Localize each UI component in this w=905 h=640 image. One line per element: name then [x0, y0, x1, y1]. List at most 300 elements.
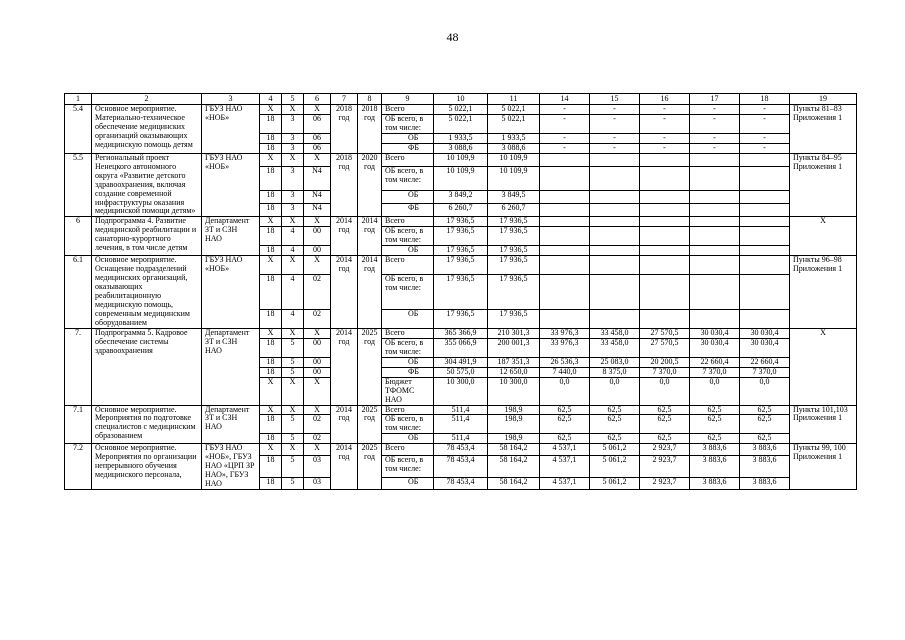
item-number-cell: 5.5: [65, 153, 92, 217]
table-row: [65, 444, 857, 456]
amount-cell: -: [540, 133, 590, 143]
amount-cell: 3 883,6: [740, 456, 790, 478]
item-number-cell: 7.: [65, 328, 92, 405]
amount-cell: 198,9: [488, 415, 540, 434]
program-table: [64, 93, 857, 490]
column-number-cell: 5: [282, 94, 304, 105]
item-number-cell: 6: [65, 217, 92, 256]
amount-cell: -: [690, 114, 740, 133]
amount-cell: [690, 153, 740, 166]
code-cell: Х: [260, 405, 282, 415]
code-cell: Х: [304, 217, 331, 227]
code-cell: 18: [260, 191, 282, 204]
amount-cell: [640, 191, 690, 204]
amount-cell: -: [640, 143, 690, 153]
start-year-cell: 2014 год: [331, 328, 358, 405]
amount-cell: [540, 204, 590, 217]
amount-cell: 26 536,3: [540, 357, 590, 367]
code-cell: 3: [282, 204, 304, 217]
amount-cell: 20 200,5: [640, 357, 690, 367]
amount-cell: -: [590, 114, 640, 133]
amount-cell: -: [640, 114, 690, 133]
code-cell: Х: [304, 153, 331, 166]
code-cell: 18: [260, 310, 282, 329]
table-row: [65, 217, 857, 227]
code-cell: 3: [282, 191, 304, 204]
code-cell: 06: [304, 143, 331, 153]
amount-cell: 17 936,5: [488, 227, 540, 246]
funding-source-cell: ОБ: [382, 191, 434, 204]
code-cell: Х: [282, 377, 304, 405]
column-number-cell: 15: [590, 94, 640, 105]
amount-cell: [540, 166, 590, 191]
item-number-cell: 7.2: [65, 444, 92, 490]
amount-cell: [640, 153, 690, 166]
executor-cell: Департамент ЗТ и СЗН НАО: [202, 328, 260, 405]
amount-cell: 17 936,5: [434, 274, 488, 309]
amount-cell: [590, 153, 640, 166]
amount-cell: 6 260,7: [434, 204, 488, 217]
code-cell: 18: [260, 367, 282, 377]
amount-cell: [590, 310, 640, 329]
amount-cell: 3 883,6: [690, 478, 740, 490]
funding-source-cell: ОБ всего, в том числе:: [382, 274, 434, 309]
end-year-cell: 2025 год: [358, 405, 382, 444]
amount-cell: 62,5: [690, 405, 740, 415]
amount-cell: [640, 310, 690, 329]
amount-cell: 30 030,4: [690, 338, 740, 357]
funding-source-cell: ОБ всего, в том числе:: [382, 166, 434, 191]
code-cell: 18: [260, 204, 282, 217]
amount-cell: 4 537,1: [540, 444, 590, 456]
code-cell: 18: [260, 274, 282, 309]
amount-cell: [740, 227, 790, 246]
code-cell: 06: [304, 114, 331, 133]
amount-cell: -: [590, 133, 640, 143]
amount-cell: 187 351,3: [488, 357, 540, 367]
amount-cell: 5 061,2: [590, 456, 640, 478]
amount-cell: -: [590, 143, 640, 153]
amount-cell: 3 883,6: [690, 444, 740, 456]
code-cell: 02: [304, 434, 331, 444]
amount-cell: 33 458,0: [590, 328, 640, 338]
amount-cell: 2 923,7: [640, 444, 690, 456]
amount-cell: 10 300,0: [434, 377, 488, 405]
amount-cell: 1 933,5: [434, 133, 488, 143]
amount-cell: -: [690, 133, 740, 143]
amount-cell: -: [740, 105, 790, 115]
amount-cell: 7 440,0: [540, 367, 590, 377]
column-number-cell: 17: [690, 94, 740, 105]
code-cell: 03: [304, 456, 331, 478]
start-year-cell: 2018 год: [331, 153, 358, 217]
amount-cell: 3 883,6: [690, 456, 740, 478]
note-cell: Пункты 84–95 Приложения 1: [790, 153, 857, 217]
amount-cell: 3 883,6: [740, 478, 790, 490]
amount-cell: 78 453,4: [434, 456, 488, 478]
amount-cell: 365 366,9: [434, 328, 488, 338]
code-cell: 4: [282, 246, 304, 256]
amount-cell: 10 109,9: [434, 166, 488, 191]
amount-cell: -: [540, 114, 590, 133]
amount-cell: 5 022,1: [488, 105, 540, 115]
note-cell: Пункты 101,103 Приложения 1: [790, 405, 857, 444]
code-cell: Х: [260, 377, 282, 405]
table-row: [65, 328, 857, 338]
table-row: [65, 256, 857, 275]
start-year-cell: 2014 год: [331, 256, 358, 329]
amount-cell: 33 458,0: [590, 338, 640, 357]
amount-cell: -: [740, 143, 790, 153]
amount-cell: -: [740, 114, 790, 133]
code-cell: 3: [282, 166, 304, 191]
code-cell: Х: [304, 105, 331, 115]
funding-source-cell: Всего: [382, 328, 434, 338]
amount-cell: 17 936,5: [488, 246, 540, 256]
code-cell: 02: [304, 274, 331, 309]
amount-cell: -: [540, 105, 590, 115]
amount-cell: 3 088,6: [434, 143, 488, 153]
code-cell: 18: [260, 166, 282, 191]
amount-cell: [590, 217, 640, 227]
code-cell: Х: [260, 328, 282, 338]
amount-cell: 17 936,5: [434, 310, 488, 329]
column-number-cell: 7: [331, 94, 358, 105]
amount-cell: 30 030,4: [690, 328, 740, 338]
funding-source-cell: Всего: [382, 405, 434, 415]
amount-cell: 17 936,5: [488, 256, 540, 275]
code-cell: Х: [282, 153, 304, 166]
code-cell: 18: [260, 246, 282, 256]
item-number-cell: 5.4: [65, 105, 92, 154]
amount-cell: 5 022,1: [434, 105, 488, 115]
code-cell: 5: [282, 456, 304, 478]
item-name-cell: Региональный проект Ненецкого автономного округа «Развитие детского здравоохранения, включая создание современной инфраструктуры оказания медицинской помощи детям»: [92, 153, 202, 217]
end-year-cell: 2025 год: [358, 444, 382, 490]
amount-cell: [540, 274, 590, 309]
amount-cell: 78 453,4: [434, 478, 488, 490]
funding-source-cell: ФБ: [382, 143, 434, 153]
code-cell: 4: [282, 310, 304, 329]
amount-cell: 304 491,9: [434, 357, 488, 367]
amount-cell: 5 022,1: [434, 114, 488, 133]
column-number-cell: 10: [434, 94, 488, 105]
code-cell: 00: [304, 227, 331, 246]
amount-cell: 3 088,6: [488, 143, 540, 153]
amount-cell: 62,5: [540, 415, 590, 434]
amount-cell: 62,5: [590, 415, 640, 434]
amount-cell: [640, 256, 690, 275]
amount-cell: [690, 166, 740, 191]
amount-cell: 0,0: [540, 377, 590, 405]
amount-cell: 17 936,5: [434, 256, 488, 275]
amount-cell: 10 109,9: [488, 166, 540, 191]
code-cell: 03: [304, 478, 331, 490]
code-cell: N4: [304, 204, 331, 217]
amount-cell: [740, 246, 790, 256]
amount-cell: 2 923,7: [640, 456, 690, 478]
amount-cell: 62,5: [640, 405, 690, 415]
column-number-cell: 9: [382, 94, 434, 105]
item-name-cell: Основное мероприятие. Мероприятия по организации непрерывного обучения медицинского персонала,: [92, 444, 202, 490]
amount-cell: [740, 310, 790, 329]
amount-cell: 50 575,0: [434, 367, 488, 377]
amount-cell: [540, 256, 590, 275]
code-cell: 00: [304, 357, 331, 367]
column-number-cell: 1: [65, 94, 92, 105]
amount-cell: [540, 153, 590, 166]
amount-cell: 62,5: [740, 434, 790, 444]
amount-cell: [640, 166, 690, 191]
amount-cell: 33 976,3: [540, 338, 590, 357]
amount-cell: [540, 217, 590, 227]
start-year-cell: 2014 год: [331, 217, 358, 256]
start-year-cell: 2018 год: [331, 105, 358, 154]
amount-cell: [540, 191, 590, 204]
table-row: [65, 153, 857, 166]
amount-cell: 3 883,6: [740, 444, 790, 456]
column-number-cell: 14: [540, 94, 590, 105]
column-number-cell: 11: [488, 94, 540, 105]
code-cell: 18: [260, 415, 282, 434]
code-cell: 5: [282, 415, 304, 434]
executor-cell: Департамент ЗТ и СЗН НАО: [202, 405, 260, 444]
code-cell: Х: [304, 444, 331, 456]
amount-cell: 17 936,5: [488, 217, 540, 227]
amount-cell: 62,5: [690, 434, 740, 444]
amount-cell: -: [740, 133, 790, 143]
amount-cell: 10 109,9: [434, 153, 488, 166]
amount-cell: 1 933,5: [488, 133, 540, 143]
amount-cell: 58 164,2: [488, 444, 540, 456]
amount-cell: 7 370,0: [690, 367, 740, 377]
amount-cell: [690, 204, 740, 217]
code-cell: 18: [260, 227, 282, 246]
code-cell: Х: [260, 153, 282, 166]
column-number-cell: 4: [260, 94, 282, 105]
code-cell: 00: [304, 338, 331, 357]
amount-cell: [590, 256, 640, 275]
amount-cell: 5 061,2: [590, 444, 640, 456]
amount-cell: [640, 274, 690, 309]
amount-cell: [540, 310, 590, 329]
amount-cell: 62,5: [640, 434, 690, 444]
funding-source-cell: ОБ: [382, 310, 434, 329]
amount-cell: [590, 191, 640, 204]
amount-cell: 6 260,7: [488, 204, 540, 217]
end-year-cell: 2014 год: [358, 256, 382, 329]
funding-source-cell: Всего: [382, 444, 434, 456]
amount-cell: [740, 217, 790, 227]
funding-source-cell: ОБ: [382, 357, 434, 367]
amount-cell: 58 164,2: [488, 478, 540, 490]
code-cell: 18: [260, 456, 282, 478]
code-cell: Х: [304, 377, 331, 405]
amount-cell: 511,4: [434, 405, 488, 415]
amount-cell: [640, 217, 690, 227]
item-number-cell: 7.1: [65, 405, 92, 444]
executor-cell: Департамент ЗТ и СЗН НАО: [202, 217, 260, 256]
amount-cell: 33 976,3: [540, 328, 590, 338]
executor-cell: ГБУЗ НАО «НОБ»: [202, 105, 260, 154]
code-cell: 3: [282, 143, 304, 153]
code-cell: Х: [282, 256, 304, 275]
item-name-cell: Основное мероприятие. Оснащение подразделений медицинских организаций, оказывающих реабилитационную медицинскую помощь, современным медицинским оборудованием: [92, 256, 202, 329]
amount-cell: 78 453,4: [434, 444, 488, 456]
amount-cell: 5 022,1: [488, 114, 540, 133]
item-name-cell: Подпрограмма 4. Развитие медицинской реабилитации и санаторно-курортного лечения, в том числе детям: [92, 217, 202, 256]
amount-cell: 62,5: [590, 434, 640, 444]
column-number-cell: 18: [740, 94, 790, 105]
amount-cell: 62,5: [640, 415, 690, 434]
end-year-cell: 2014 год: [358, 217, 382, 256]
code-cell: Х: [304, 405, 331, 415]
funding-source-cell: ОБ всего, в том числе:: [382, 456, 434, 478]
amount-cell: 30 030,4: [740, 338, 790, 357]
column-number-row: [65, 94, 857, 105]
executor-cell: ГБУЗ НАО «НОБ»: [202, 153, 260, 217]
amount-cell: [590, 246, 640, 256]
amount-cell: 7 370,0: [740, 367, 790, 377]
amount-cell: 27 570,5: [640, 338, 690, 357]
note-cell: Х: [790, 217, 857, 256]
code-cell: 5: [282, 338, 304, 357]
code-cell: Х: [282, 217, 304, 227]
amount-cell: 62,5: [590, 405, 640, 415]
code-cell: Х: [260, 444, 282, 456]
code-cell: 18: [260, 357, 282, 367]
code-cell: 18: [260, 338, 282, 357]
amount-cell: [690, 274, 740, 309]
amount-cell: -: [690, 143, 740, 153]
amount-cell: 25 083,0: [590, 357, 640, 367]
amount-cell: -: [640, 105, 690, 115]
executor-cell: ГБУЗ НАО «НОБ»: [202, 256, 260, 329]
amount-cell: 17 936,5: [434, 217, 488, 227]
table-row: [65, 105, 857, 115]
amount-cell: 0,0: [590, 377, 640, 405]
code-cell: 06: [304, 133, 331, 143]
column-number-cell: 19: [790, 94, 857, 105]
code-cell: 4: [282, 227, 304, 246]
code-cell: 02: [304, 310, 331, 329]
amount-cell: [740, 153, 790, 166]
amount-cell: [740, 204, 790, 217]
amount-cell: 62,5: [540, 405, 590, 415]
amount-cell: [590, 274, 640, 309]
code-cell: Х: [282, 105, 304, 115]
funding-source-cell: ОБ всего, в том числе:: [382, 415, 434, 434]
amount-cell: 62,5: [740, 405, 790, 415]
funding-source-cell: ОБ всего, в том числе:: [382, 338, 434, 357]
code-cell: Х: [260, 256, 282, 275]
amount-cell: 17 936,5: [488, 274, 540, 309]
amount-cell: [540, 246, 590, 256]
amount-cell: 17 936,5: [434, 227, 488, 246]
amount-cell: 4 537,1: [540, 456, 590, 478]
amount-cell: 7 370,0: [640, 367, 690, 377]
end-year-cell: 2020 год: [358, 153, 382, 217]
code-cell: 5: [282, 367, 304, 377]
end-year-cell: 2025 год: [358, 328, 382, 405]
funding-source-cell: Бюджет ТФОМС НАО: [382, 377, 434, 405]
code-cell: 18: [260, 133, 282, 143]
start-year-cell: 2014 год: [331, 444, 358, 490]
funding-source-cell: Всего: [382, 105, 434, 115]
amount-cell: 62,5: [740, 415, 790, 434]
amount-cell: 62,5: [690, 415, 740, 434]
column-number-cell: 8: [358, 94, 382, 105]
note-cell: Пункты 96–98 Приложения 1: [790, 256, 857, 329]
code-cell: N4: [304, 166, 331, 191]
amount-cell: 0,0: [640, 377, 690, 405]
amount-cell: 4 537,1: [540, 478, 590, 490]
amount-cell: [690, 217, 740, 227]
item-name-cell: Подпрограмма 5. Кадровое обеспечение системы здравоохранения: [92, 328, 202, 405]
code-cell: 18: [260, 114, 282, 133]
amount-cell: -: [590, 105, 640, 115]
code-cell: 00: [304, 246, 331, 256]
funding-source-cell: ФБ: [382, 367, 434, 377]
amount-cell: 2 923,7: [640, 478, 690, 490]
amount-cell: 30 030,4: [740, 328, 790, 338]
note-cell: Пункты 81–83 Приложения 1: [790, 105, 857, 154]
code-cell: 18: [260, 143, 282, 153]
column-number-cell: 2: [92, 94, 202, 105]
amount-cell: [690, 256, 740, 275]
code-cell: Х: [260, 217, 282, 227]
amount-cell: 27 570,5: [640, 328, 690, 338]
amount-cell: [690, 191, 740, 204]
amount-cell: -: [640, 133, 690, 143]
amount-cell: 3 849,5: [488, 191, 540, 204]
amount-cell: 22 660,4: [690, 357, 740, 367]
code-cell: 00: [304, 367, 331, 377]
code-cell: N4: [304, 191, 331, 204]
amount-cell: [690, 246, 740, 256]
amount-cell: 17 936,5: [434, 246, 488, 256]
end-year-cell: 2018 год: [358, 105, 382, 154]
code-cell: 5: [282, 434, 304, 444]
amount-cell: 0,0: [690, 377, 740, 405]
funding-source-cell: Всего: [382, 217, 434, 227]
code-cell: Х: [304, 256, 331, 275]
amount-cell: 12 650,0: [488, 367, 540, 377]
amount-cell: 58 164,2: [488, 456, 540, 478]
table-row: [65, 405, 857, 415]
code-cell: Х: [282, 444, 304, 456]
funding-source-cell: ОБ: [382, 478, 434, 490]
item-number-cell: 6.1: [65, 256, 92, 329]
code-cell: 18: [260, 478, 282, 490]
amount-cell: [740, 274, 790, 309]
page-number: 48: [446, 30, 459, 44]
amount-cell: [590, 204, 640, 217]
column-number-cell: 6: [304, 94, 331, 105]
item-name-cell: Основное мероприятие. Мероприятия по подготовке специалистов с медицинским образованием: [92, 405, 202, 444]
amount-cell: [740, 166, 790, 191]
amount-cell: 198,9: [488, 434, 540, 444]
funding-source-cell: ФБ: [382, 204, 434, 217]
column-number-cell: 3: [202, 94, 260, 105]
amount-cell: 3 849,2: [434, 191, 488, 204]
code-cell: Х: [260, 105, 282, 115]
code-cell: 18: [260, 434, 282, 444]
amount-cell: [590, 166, 640, 191]
amount-cell: 355 066,9: [434, 338, 488, 357]
amount-cell: 10 109,9: [488, 153, 540, 166]
code-cell: 02: [304, 415, 331, 434]
